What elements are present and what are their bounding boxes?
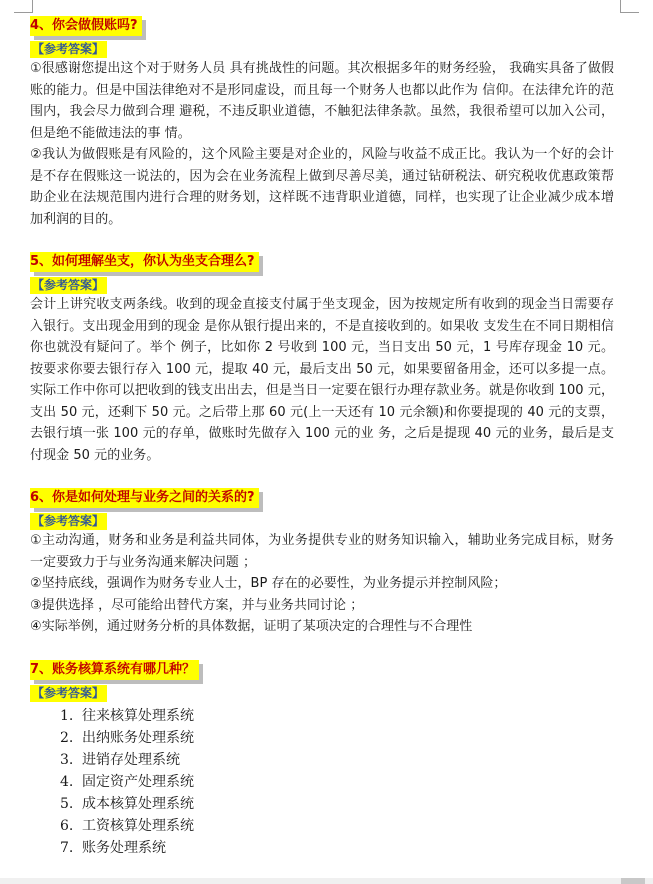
list-item (60, 727, 614, 749)
question-title: 5、如何理解坐支，你认为坐支合理么? (30, 252, 259, 272)
list-item-number: 2. (60, 729, 74, 746)
answer-paragraph: ③提供选择 ，尽可能给出替代方案，并与业务共同讨论 ； (30, 597, 364, 613)
list-item (60, 749, 614, 771)
list-item-text: 出纳账务处理系统 (82, 729, 194, 746)
list-item-text: 往来核算处理系统 (82, 707, 194, 724)
list-item-text: 成本核算处理系统 (82, 795, 194, 812)
list-item-text: 固定资产处理系统 (82, 773, 194, 790)
page-corner-mark-left (14, 0, 33, 13)
list-item-number: 4. (60, 773, 74, 790)
list-item (60, 771, 614, 793)
accounting-systems-list (30, 705, 614, 859)
horizontal-scrollbar[interactable] (0, 878, 653, 884)
answer-label: 【参考答案】 (30, 513, 107, 530)
list-item-number: 6. (60, 817, 74, 834)
answer-paragraph: ①主动沟通，财务和业务是利益共同体，为业务提供专业的财务知识输入，辅助业务完成目标，财务一定要致力于与业务沟通来解决问题 ； (30, 533, 614, 570)
list-item-text: 进销存处理系统 (82, 751, 180, 768)
question-section-4 (30, 14, 614, 230)
list-item-number: 3. (60, 751, 74, 768)
scrollbar-thumb[interactable] (621, 878, 645, 884)
answer-paragraph: ④实际举例，通过财务分析的具体数据，证明了某项决定的合理性与不合理性 (30, 619, 473, 634)
answer-label: 【参考答案】 (30, 277, 107, 294)
list-item-number: 5. (60, 795, 74, 812)
list-item-text: 工资核算处理系统 (82, 817, 194, 834)
question-title: 6、你是如何处理与业务之间的关系的? (30, 488, 259, 508)
question-section-5 (30, 250, 614, 466)
list-item (60, 705, 614, 727)
question-section-7 (30, 658, 614, 859)
answer-paragraph: 会计上讲究收支两条线。收到的现金直接支付属于坐支现金，因为按规定所有收到的现金当日需要存入银行。支出现金用到的现金 是你从银行提出来的，不是直接收到的。如果收 支发生在不同日期相信你也就没有疑问了。举个 例子，比如你 2 号收到 100 元，当日支出 50 元，1 号库存现金 10 元。按要求你要去银行存入 100 元，提取 40 元，最后支出 50 元，如果要留备用金，还可以多提一点。实际工作中你可以把收到的钱支出出去，但是当日一定要在银行办理存款业务。就是你收到 100 元，支出 50 元，还剩下 50 元。之后带上那 60 元(上一天还有 10 元余额)和你要提现的 40 元的支票，去银行填一张 100 元的存单，做账时先做存入 100 元的业 务，之后是提现 40 元的业务，最后是支付现金 50 元的业务。 (30, 297, 614, 463)
page-corner-mark-right (620, 0, 639, 13)
list-item (60, 815, 614, 837)
answer-paragraph: ①很感谢您提出这个对于财务人员 具有挑战性的问题。其次根据多年的财务经验， 我确实具备了做假账的能力。但是中国法律绝对不是形同虚设，而且每一个财务人也都以此作为 信仰。在法律允许的范围内，我会尽力做到合理 避税，不违反职业道德，不触犯法律条款。虽然，我很希望可以加入公司，但是绝不能做违法的事 情。 (30, 61, 614, 141)
list-item (60, 837, 614, 859)
list-item (60, 793, 614, 815)
answer-paragraph: ②坚持底线，强调作为财务专业人士，BP 存在的必要性，为业务提示并控制风险； (30, 576, 507, 591)
question-title: 7、账务核算系统有哪几种？ (30, 660, 199, 680)
answer-paragraph: ②我认为做假账是有风险的，这个风险主要是对企业的，风险与收益不成正比。我认为一个好的会计是不存在假账这一说法的，因为会在业务流程上做到尽善尽美，通过钻研税法、研究税收优惠政策帮助企业在法规范围内进行合理的财务划，这样既不违背职业道德，同样，也实现了让企业减少成本增加利润的目的。 (30, 147, 614, 227)
answer-label: 【参考答案】 (30, 685, 107, 702)
question-section-6 (30, 486, 614, 638)
list-item-text: 账务处理系统 (82, 839, 166, 856)
list-item-number: 7. (60, 839, 74, 856)
question-title: 4、你会做假账吗? (30, 16, 142, 36)
document-body (30, 14, 614, 879)
list-item-number: 1. (60, 707, 74, 724)
answer-label: 【参考答案】 (30, 41, 107, 58)
